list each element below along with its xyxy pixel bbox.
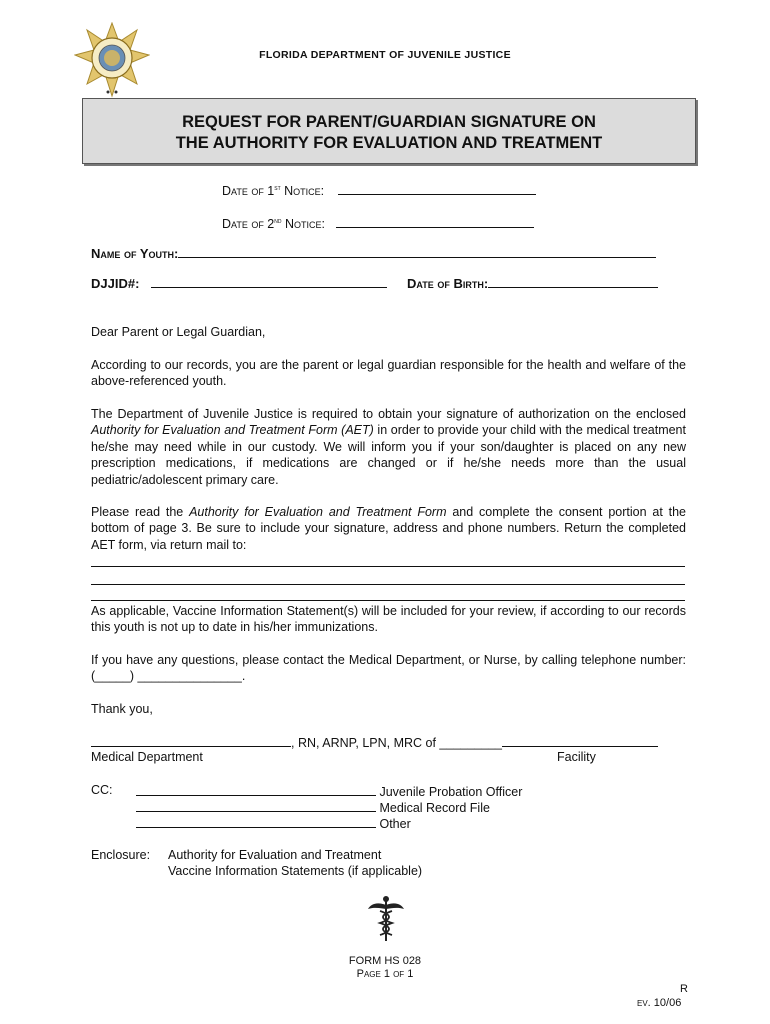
enclosure-label: Enclosure: [91,848,151,862]
return-address-line-3[interactable] [91,600,685,601]
paragraph-authorization: The Department of Juvenile Justice is required to obtain your signature of authorization on the enclosed Authority for Evaluation and Treatment Form (AET) in order to provide your child with the medical treatment he/she may need while in our custody. We will inform you if your son/daughter is placed on any new prescription medications, if medications are changed or if he/she needs more than the usual pediatric/adolescent primary care. [91,407,686,487]
cc-label: CC: [91,783,113,797]
date-of-birth-field[interactable] [407,275,658,291]
date-of-birth-line[interactable] [488,275,658,288]
djjid-field[interactable] [91,275,387,291]
date-second-line[interactable] [336,215,534,228]
enclosure-item-aet: Authority for Evaluation and Treatment [168,848,382,862]
date-first-notice-field[interactable]: Date of 1st Notice: [222,182,536,198]
caduceus-icon [366,895,406,943]
signer-name-line[interactable] [91,734,291,747]
revision-date: ev. 10/06 [637,997,682,1009]
cc-item-medical-record[interactable]: Medical Record File [136,799,490,815]
paragraph-contact: If you have any questions, please contact the Medical Department, or Nurse, by calling telephone number: (_____) _______________. [91,653,686,684]
form-number: FORM HS 028 [348,955,422,967]
facility-line[interactable] [502,734,658,747]
djjid-line[interactable] [151,275,387,288]
form-title-box [82,98,696,164]
date-of-birth-label: Date of Birth: [407,276,489,291]
closing: Thank you, [91,702,153,716]
form-title-line2: THE AUTHORITY FOR EVALUATION AND TREATMENT [175,134,603,152]
paragraph-instructions: Please read the Authority for Evaluation and Treatment Form and complete the consent portion at the bottom of page 3. Be sure to include your signature, address and phone numbers. Return the completed AET form, via return mail to: [91,505,686,552]
aet-form-title: Authority for Evaluation and Treatment Form (AET) [91,423,374,438]
signer-titles: , RN, ARNP, LPN, MRC of _________ [291,736,502,750]
revision-r: R [680,983,688,995]
medical-department-label: Medical Department [91,750,203,764]
form-title-line1: REQUEST FOR PARENT/GUARDIAN SIGNATURE ON [182,113,596,131]
name-of-youth-label: Name of Youth: [91,246,179,261]
date-second-notice-field[interactable]: Date of 2nd Notice: [222,215,534,231]
signature-block [91,734,658,750]
date-first-label: Date of 1 [222,184,275,198]
page-number: Page 1 of 1 [356,968,414,980]
date-first-line[interactable] [338,182,536,195]
agency-header: FLORIDA DEPARTMENT OF JUVENILE JUSTICE [259,49,511,61]
return-address-line-1[interactable] [91,566,685,567]
paragraph-records: According to our records, you are the parent or legal guardian responsible for the health and welfare of the above-referenced youth. [91,358,686,389]
return-address-line-2[interactable] [91,584,685,585]
djjid-label: DJJID#: [91,276,140,291]
cc-item-probation[interactable]: Juvenile Probation Officer [136,783,522,799]
enclosure-item-vaccine: Vaccine Information Statements (if applicable) [168,864,423,878]
cc-item-other[interactable]: Other [136,815,411,831]
aet-form-title-2: Authority for Evaluation and Treatment Form [189,505,447,519]
date-second-label: Date of 2 [222,217,275,231]
paragraph-vaccine: As applicable, Vaccine Information Statement(s) will be included for your review, if according to our records this youth is not up to date in his/her immunizations. [91,604,686,635]
name-of-youth-line[interactable] [178,245,656,258]
name-of-youth-field[interactable] [91,245,656,261]
salutation: Dear Parent or Legal Guardian, [91,325,266,339]
facility-label: Facility [557,750,596,764]
